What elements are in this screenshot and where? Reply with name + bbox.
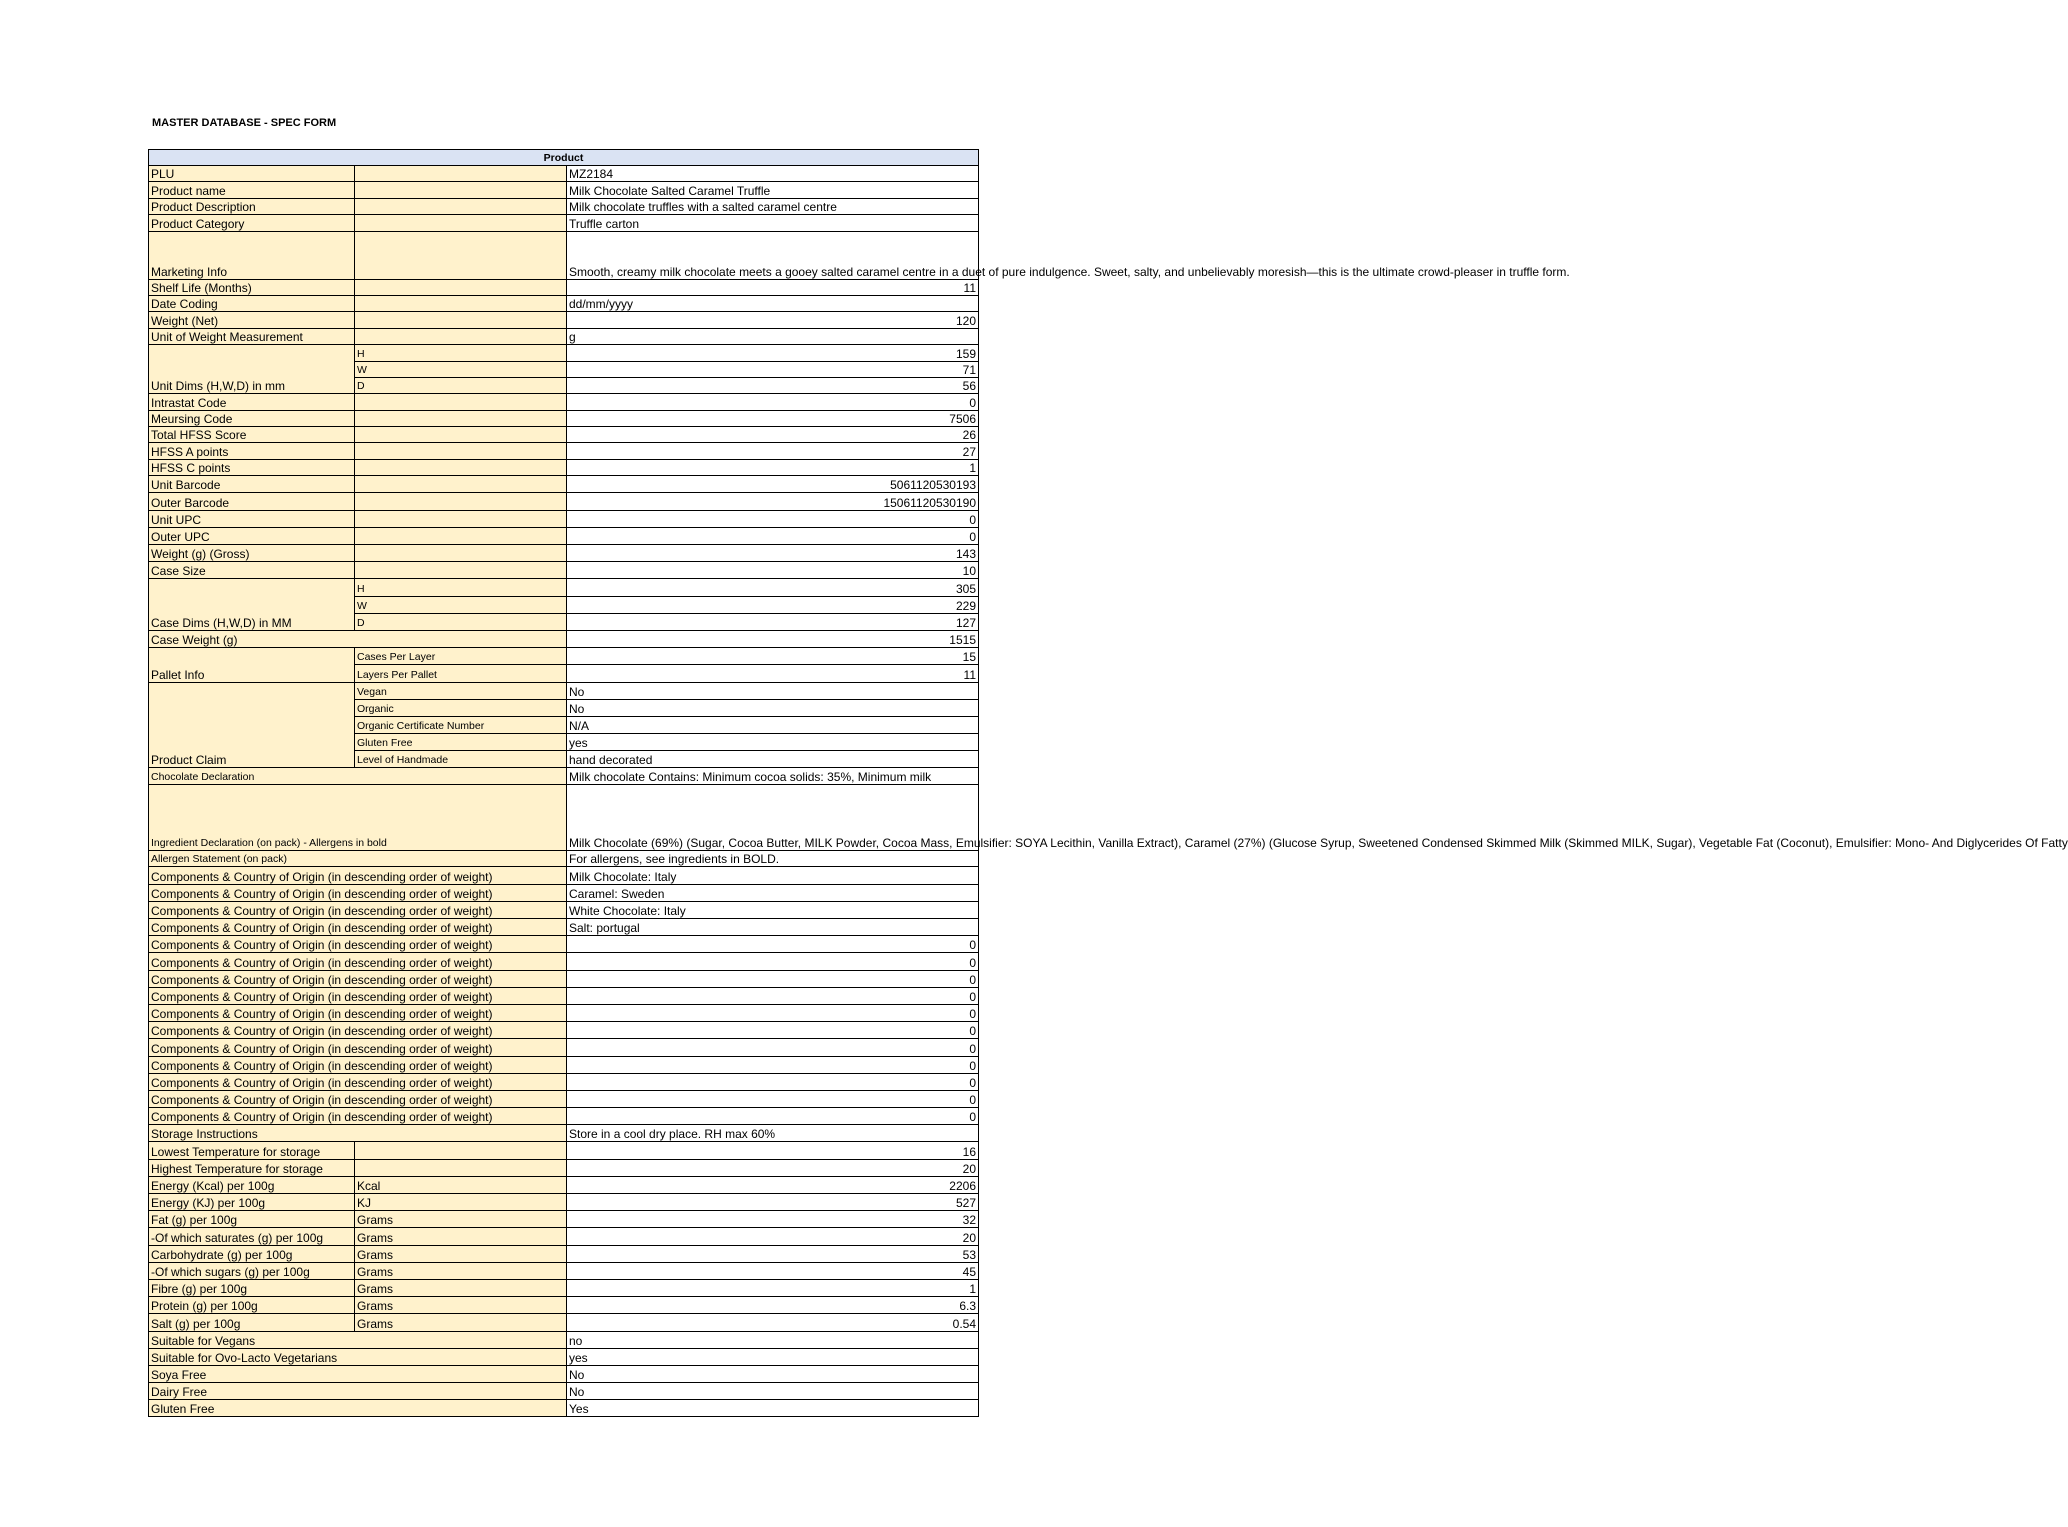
row-label: Case Weight (g) xyxy=(149,630,567,647)
row-spacer xyxy=(355,410,567,426)
nutrition-row xyxy=(149,1279,979,1296)
row-spacer xyxy=(355,443,567,459)
component-row xyxy=(149,970,979,987)
sub-label: Level of Handmade xyxy=(355,751,567,768)
component-value: 0 xyxy=(567,970,979,987)
nutrition-value: 20 xyxy=(567,1228,979,1245)
component-row xyxy=(149,884,979,901)
row-label: HFSS C points xyxy=(149,459,355,475)
row-label: Shelf Life (Months) xyxy=(149,279,355,295)
component-label: Components & Country of Origin (in descending order of weight) xyxy=(149,970,567,987)
row-value: 15061120530190 xyxy=(567,493,979,510)
table-row xyxy=(149,1331,979,1348)
row-value: No xyxy=(567,1383,979,1400)
row-value: Milk Chocolate (69%) (Sugar, Cocoa Butter, MILK Powder, Cocoa Mass, Emulsifier: SOYA Lecithin, Vanilla Extract), Caramel (27%) (Glucose Syrup, Sweetened Condensed Skimmed Milk (Skimmed MILK, Sugar), Vegetable Fat (Coconut), Emulsifier: Mono- And Diglycerides Of Fatty xyxy=(567,784,979,850)
row-value: yes xyxy=(567,1348,979,1365)
row-value: 1515 xyxy=(567,630,979,647)
table-row xyxy=(149,648,979,665)
table-row xyxy=(149,394,979,410)
nutrition-row xyxy=(149,1211,979,1228)
sub-value: 11 xyxy=(567,665,979,682)
table-row xyxy=(149,1348,979,1365)
row-label: Case Size xyxy=(149,562,355,579)
spec-table xyxy=(148,149,2068,1417)
row-label: Suitable for Ovo-Lacto Vegetarians xyxy=(149,1348,567,1365)
component-row xyxy=(149,1039,979,1056)
row-label: Chocolate Declaration xyxy=(149,768,567,785)
sub-label: H xyxy=(355,579,567,596)
nutrition-value: 2206 xyxy=(567,1176,979,1193)
table-row xyxy=(149,459,979,475)
sub-label: H xyxy=(355,345,567,361)
sub-label: Cases Per Layer xyxy=(355,648,567,665)
nutrition-row xyxy=(149,1314,979,1331)
section-header-row xyxy=(149,150,979,166)
table-row xyxy=(149,476,979,493)
row-value: Store in a cool dry place. RH max 60% xyxy=(567,1125,979,1142)
nutrition-row xyxy=(149,1262,979,1279)
sub-label: D xyxy=(355,377,567,393)
row-label: Unit of Weight Measurement xyxy=(149,328,355,344)
row-spacer xyxy=(355,545,567,562)
row-value: Yes xyxy=(567,1400,979,1417)
table-row xyxy=(149,328,979,344)
row-spacer xyxy=(355,279,567,295)
group-label: Product Claim xyxy=(149,682,355,768)
row-value: 0 xyxy=(567,527,979,544)
component-row xyxy=(149,1090,979,1107)
table-row xyxy=(149,510,979,527)
row-label: Meursing Code xyxy=(149,410,355,426)
table-row xyxy=(149,768,979,785)
component-row xyxy=(149,1056,979,1073)
row-spacer xyxy=(355,427,567,443)
component-value: White Chocolate: Italy xyxy=(567,901,979,918)
nutrition-label: Fibre (g) per 100g xyxy=(149,1279,355,1296)
nutrition-unit: Grams xyxy=(355,1245,567,1262)
table-row xyxy=(149,295,979,311)
row-value: 1 xyxy=(567,459,979,475)
row-value: No xyxy=(567,1365,979,1382)
row-label: Unit UPC xyxy=(149,510,355,527)
row-label: Marketing Info xyxy=(149,231,355,279)
component-label: Components & Country of Origin (in descending order of weight) xyxy=(149,1056,567,1073)
row-spacer xyxy=(355,312,567,328)
sub-value: hand decorated xyxy=(567,751,979,768)
row-label: Lowest Temperature for storage xyxy=(149,1142,355,1159)
table-row xyxy=(149,198,979,214)
table-row xyxy=(149,1400,979,1417)
nutrition-label: Carbohydrate (g) per 100g xyxy=(149,1245,355,1262)
row-spacer xyxy=(355,1142,567,1159)
row-value: dd/mm/yyyy xyxy=(567,295,979,311)
sub-label: D xyxy=(355,613,567,630)
sub-label: Vegan xyxy=(355,682,567,699)
nutrition-label: Protein (g) per 100g xyxy=(149,1297,355,1314)
sub-value: N/A xyxy=(567,716,979,733)
row-spacer xyxy=(355,295,567,311)
sub-label: Organic Certificate Number xyxy=(355,716,567,733)
row-label: Weight (Net) xyxy=(149,312,355,328)
component-label: Components & Country of Origin (in descending order of weight) xyxy=(149,953,567,970)
sub-label: Layers Per Pallet xyxy=(355,665,567,682)
nutrition-value: 1 xyxy=(567,1279,979,1296)
nutrition-label: Energy (Kcal) per 100g xyxy=(149,1176,355,1193)
component-row xyxy=(149,1108,979,1125)
component-label: Components & Country of Origin (in descending order of weight) xyxy=(149,884,567,901)
component-row xyxy=(149,1022,979,1039)
component-value: 0 xyxy=(567,987,979,1004)
table-row xyxy=(149,1383,979,1400)
nutrition-row xyxy=(149,1245,979,1262)
row-value: 10 xyxy=(567,562,979,579)
nutrition-row xyxy=(149,1297,979,1314)
table-row xyxy=(149,427,979,443)
row-label: Product Description xyxy=(149,198,355,214)
component-value: 0 xyxy=(567,1073,979,1090)
table-row xyxy=(149,562,979,579)
component-value: Milk Chocolate: Italy xyxy=(567,867,979,884)
table-row xyxy=(149,345,979,361)
table-row xyxy=(149,182,979,198)
table-row xyxy=(149,1365,979,1382)
nutrition-value: 53 xyxy=(567,1245,979,1262)
sub-value: No xyxy=(567,699,979,716)
component-row xyxy=(149,987,979,1004)
table-row xyxy=(149,545,979,562)
component-value: 0 xyxy=(567,1056,979,1073)
row-label: Soya Free xyxy=(149,1365,567,1382)
component-label: Components & Country of Origin (in descending order of weight) xyxy=(149,867,567,884)
row-spacer xyxy=(355,215,567,231)
component-row xyxy=(149,867,979,884)
component-value: Salt: portugal xyxy=(567,919,979,936)
nutrition-label: Salt (g) per 100g xyxy=(149,1314,355,1331)
table-row xyxy=(149,1125,979,1142)
component-label: Components & Country of Origin (in descending order of weight) xyxy=(149,919,567,936)
component-value: Caramel: Sweden xyxy=(567,884,979,901)
row-spacer xyxy=(355,476,567,493)
sub-value: 229 xyxy=(567,596,979,613)
table-row xyxy=(149,166,979,182)
component-row xyxy=(149,936,979,953)
nutrition-label: Fat (g) per 100g xyxy=(149,1211,355,1228)
row-label: PLU xyxy=(149,166,355,182)
nutrition-value: 0.54 xyxy=(567,1314,979,1331)
table-row xyxy=(149,1159,979,1176)
component-value: 0 xyxy=(567,1022,979,1039)
row-value: Smooth, creamy milk chocolate meets a gooey salted caramel centre in a duet of pure indulgence. Sweet, salty, and unbelievably moresish—this is the ultimate crowd-pleaser in truffle form. xyxy=(567,231,979,279)
row-value: 7506 xyxy=(567,410,979,426)
table-row xyxy=(149,279,979,295)
component-label: Components & Country of Origin (in descending order of weight) xyxy=(149,987,567,1004)
row-label: Ingredient Declaration (on pack) - Allergens in bold xyxy=(149,784,567,850)
component-row xyxy=(149,901,979,918)
table-row xyxy=(149,1142,979,1159)
row-value: For allergens, see ingredients in BOLD. xyxy=(567,850,979,867)
row-spacer xyxy=(355,493,567,510)
row-value: 26 xyxy=(567,427,979,443)
row-label: Date Coding xyxy=(149,295,355,311)
row-value: 16 xyxy=(567,1142,979,1159)
row-label: Dairy Free xyxy=(149,1383,567,1400)
nutrition-value: 32 xyxy=(567,1211,979,1228)
component-label: Components & Country of Origin (in descending order of weight) xyxy=(149,1022,567,1039)
component-value: 0 xyxy=(567,1039,979,1056)
nutrition-label: Energy (KJ) per 100g xyxy=(149,1194,355,1211)
row-label: Storage Instructions xyxy=(149,1125,567,1142)
nutrition-unit: Grams xyxy=(355,1279,567,1296)
nutrition-unit: Kcal xyxy=(355,1176,567,1193)
row-value: g xyxy=(567,328,979,344)
table-row xyxy=(149,215,979,231)
component-value: 0 xyxy=(567,1090,979,1107)
table-row xyxy=(149,312,979,328)
row-value: 5061120530193 xyxy=(567,476,979,493)
row-spacer xyxy=(355,198,567,214)
document-title: MASTER DATABASE - SPEC FORM xyxy=(152,117,337,129)
row-label: Suitable for Vegans xyxy=(149,1331,567,1348)
component-value: 0 xyxy=(567,936,979,953)
nutrition-unit: Grams xyxy=(355,1297,567,1314)
group-label: Pallet Info xyxy=(149,648,355,682)
row-value: 120 xyxy=(567,312,979,328)
table-row xyxy=(149,493,979,510)
component-row xyxy=(149,1004,979,1021)
table-row xyxy=(149,231,979,279)
row-value: 27 xyxy=(567,443,979,459)
group-label: Unit Dims (H,W,D) in mm xyxy=(149,345,355,394)
nutrition-unit: KJ xyxy=(355,1194,567,1211)
component-label: Components & Country of Origin (in descending order of weight) xyxy=(149,1004,567,1021)
sub-label: Gluten Free xyxy=(355,734,567,751)
row-value: Milk chocolate truffles with a salted caramel centre xyxy=(567,198,979,214)
row-spacer xyxy=(355,510,567,527)
nutrition-row xyxy=(149,1194,979,1211)
component-label: Components & Country of Origin (in descending order of weight) xyxy=(149,936,567,953)
component-value: 0 xyxy=(567,953,979,970)
row-value: Truffle carton xyxy=(567,215,979,231)
row-label: Gluten Free xyxy=(149,1400,567,1417)
row-label: Weight (g) (Gross) xyxy=(149,545,355,562)
component-label: Components & Country of Origin (in descending order of weight) xyxy=(149,1108,567,1125)
component-row xyxy=(149,953,979,970)
row-label: HFSS A points xyxy=(149,443,355,459)
component-label: Components & Country of Origin (in descending order of weight) xyxy=(149,1039,567,1056)
sub-value: 15 xyxy=(567,648,979,665)
component-label: Components & Country of Origin (in descending order of weight) xyxy=(149,1073,567,1090)
sub-label: W xyxy=(355,361,567,377)
nutrition-unit: Grams xyxy=(355,1314,567,1331)
component-row xyxy=(149,1073,979,1090)
row-value: 0 xyxy=(567,394,979,410)
row-spacer xyxy=(355,394,567,410)
table-row xyxy=(149,527,979,544)
row-label: Product Category xyxy=(149,215,355,231)
table-row xyxy=(149,579,979,596)
sub-value: 56 xyxy=(567,377,979,393)
row-value: 11 xyxy=(567,279,979,295)
sub-value: 305 xyxy=(567,579,979,596)
table-row xyxy=(149,850,979,867)
row-value: no xyxy=(567,1331,979,1348)
row-spacer xyxy=(355,182,567,198)
component-value: 0 xyxy=(567,1004,979,1021)
table-row xyxy=(149,410,979,426)
row-label: Unit Barcode xyxy=(149,476,355,493)
component-label: Components & Country of Origin (in descending order of weight) xyxy=(149,901,567,918)
row-label: Highest Temperature for storage xyxy=(149,1159,355,1176)
row-spacer xyxy=(355,459,567,475)
group-label: Case Dims (H,W,D) in MM xyxy=(149,579,355,631)
nutrition-row xyxy=(149,1228,979,1245)
row-value: Milk Chocolate Salted Caramel Truffle xyxy=(567,182,979,198)
row-value: 20 xyxy=(567,1159,979,1176)
row-label: Intrastat Code xyxy=(149,394,355,410)
row-label: Product name xyxy=(149,182,355,198)
spec-table-body xyxy=(149,150,2068,1417)
nutrition-unit: Grams xyxy=(355,1211,567,1228)
row-label: Allergen Statement (on pack) xyxy=(149,850,567,867)
row-value: 0 xyxy=(567,510,979,527)
nutrition-row xyxy=(149,1176,979,1193)
row-label: Total HFSS Score xyxy=(149,427,355,443)
nutrition-unit: Grams xyxy=(355,1262,567,1279)
nutrition-label: -Of which sugars (g) per 100g xyxy=(149,1262,355,1279)
table-row xyxy=(149,630,979,647)
table-row xyxy=(149,682,979,699)
component-value: 0 xyxy=(567,1108,979,1125)
nutrition-unit: Grams xyxy=(355,1228,567,1245)
sub-value: 127 xyxy=(567,613,979,630)
nutrition-value: 45 xyxy=(567,1262,979,1279)
table-row xyxy=(149,443,979,459)
row-spacer xyxy=(355,328,567,344)
row-spacer xyxy=(355,231,567,279)
nutrition-value: 6.3 xyxy=(567,1297,979,1314)
row-spacer xyxy=(355,1159,567,1176)
row-value: 143 xyxy=(567,545,979,562)
row-spacer xyxy=(355,562,567,579)
sub-value: No xyxy=(567,682,979,699)
row-label: Outer UPC xyxy=(149,527,355,544)
sub-label: W xyxy=(355,596,567,613)
row-value: MZ2184 xyxy=(567,166,979,182)
component-label: Components & Country of Origin (in descending order of weight) xyxy=(149,1090,567,1107)
row-label: Outer Barcode xyxy=(149,493,355,510)
nutrition-value: 527 xyxy=(567,1194,979,1211)
sub-value: 71 xyxy=(567,361,979,377)
sub-label: Organic xyxy=(355,699,567,716)
section-header: Product xyxy=(149,150,979,166)
table-row xyxy=(149,784,979,850)
row-spacer xyxy=(355,527,567,544)
component-row xyxy=(149,919,979,936)
sub-value: yes xyxy=(567,734,979,751)
row-spacer xyxy=(355,166,567,182)
nutrition-label: -Of which saturates (g) per 100g xyxy=(149,1228,355,1245)
row-value: Milk chocolate Contains: Minimum cocoa solids: 35%, Minimum milk xyxy=(567,768,979,785)
sub-value: 159 xyxy=(567,345,979,361)
